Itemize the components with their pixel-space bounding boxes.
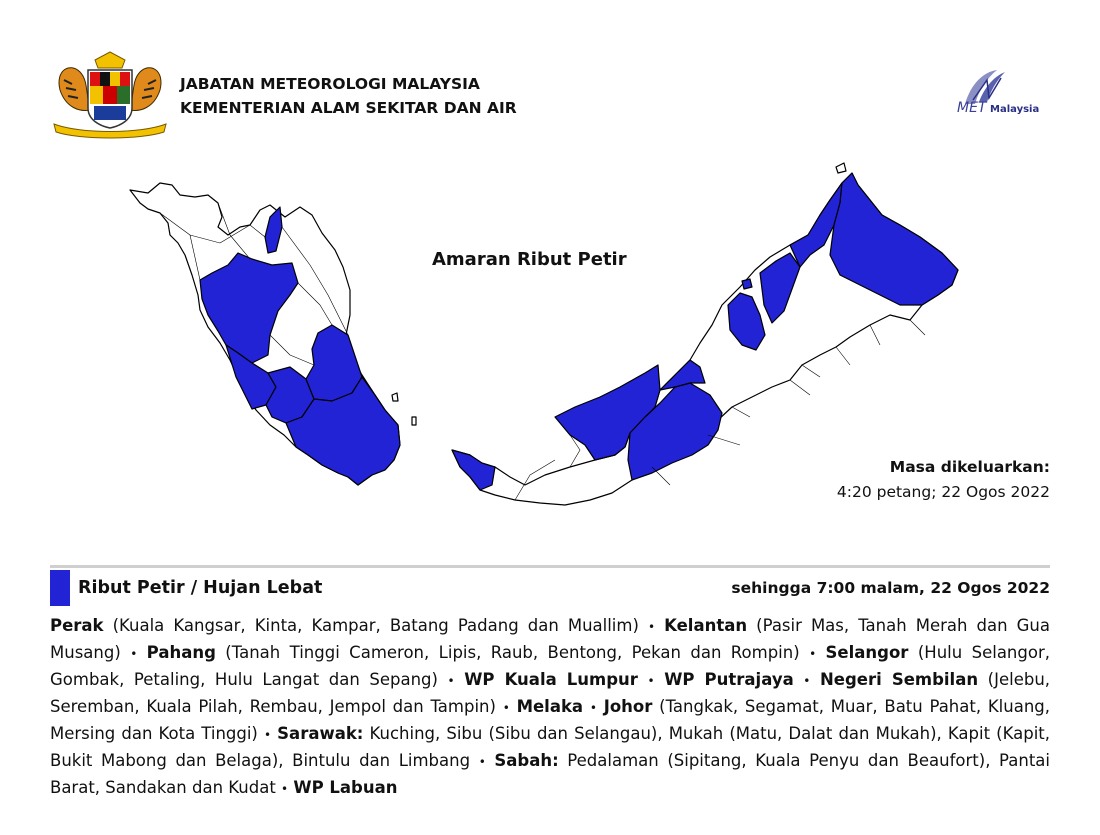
area-state: WP Kuala Lumpur xyxy=(464,670,638,689)
area-state: Selangor xyxy=(825,643,909,662)
area-state: Sarawak: xyxy=(277,724,364,743)
region-kuching xyxy=(452,450,495,490)
area-districts: (Tangkak, Segamat, Muar, Batu Pahat, Kluang, Mersing dan Kota Tinggi) xyxy=(50,697,1050,743)
issued-label: Masa dikeluarkan: xyxy=(889,458,1050,476)
logo-text-met: MET xyxy=(957,100,987,116)
area-districts: (Pasir Mas, Tanah Merah dan Gua Musang) xyxy=(50,616,1050,662)
department-name: JABATAN METEOROLOGI MALAYSIA xyxy=(180,75,480,93)
area-state: Pahang xyxy=(146,643,216,662)
issued-value: 4:20 petang; 22 Ogos 2022 xyxy=(836,483,1050,501)
area-districts: (Jelebu, Seremban, Kuala Pilah, Rembau, Jempol dan Tampin) xyxy=(50,670,1051,716)
area-districts: (Tanah Tinggi Cameron, Lipis, Raub, Bentong, Pekan dan Rompin) xyxy=(215,643,800,662)
borneo-malaysia xyxy=(452,163,958,505)
map-title: Amaran Ribut Petir xyxy=(432,249,627,270)
area-state: WP Labuan xyxy=(293,778,398,797)
area-state: WP Putrajaya xyxy=(664,670,794,689)
warning-legend xyxy=(50,570,1050,606)
area-separator: • xyxy=(803,674,811,688)
island-north xyxy=(836,163,846,173)
malaysia-coat-of-arms-icon xyxy=(50,50,170,140)
logo-text-malaysia: Malaysia xyxy=(990,104,1040,115)
area-districts: (Kuala Kangsar, Kinta, Kampar, Batang Padang dan Muallim) xyxy=(103,616,639,635)
peninsular-malaysia xyxy=(130,183,416,485)
legend-swatch xyxy=(50,570,70,606)
area-state: Johor xyxy=(603,697,653,716)
issued-time xyxy=(837,455,1050,505)
area-state: Negeri Sembilan xyxy=(819,670,979,689)
legend-label: Ribut Petir / Hujan Lebat xyxy=(78,578,323,598)
area-separator: • xyxy=(589,701,597,715)
area-separator: • xyxy=(647,620,656,634)
area-districts: Kuching, Sibu (Sibu dan Selangau), Mukah (Matu, Dalat dan Mukah), Kapit (Kapit, Bukit Mabong dan Belaga), Bintulu dan Limbang xyxy=(50,724,1051,770)
area-separator: • xyxy=(281,782,289,796)
area-separator: • xyxy=(478,755,486,769)
affected-areas xyxy=(50,613,1050,802)
divider xyxy=(50,565,1050,568)
area-separator: • xyxy=(263,728,272,742)
island-tioman xyxy=(392,393,398,401)
organization-name xyxy=(180,72,517,120)
area-state: Perak xyxy=(50,616,104,635)
area-districts: Pedalaman (Sipitang, Kuala Penyu dan Beaufort), Pantai Barat, Sandakan dan Kudat xyxy=(50,751,1050,797)
area-separator: • xyxy=(130,647,138,661)
area-state: Melaka xyxy=(516,697,584,716)
area-separator: • xyxy=(502,701,510,715)
area-separator: • xyxy=(647,674,655,688)
ministry-name: KEMENTERIAN ALAM SEKITAR DAN AIR xyxy=(180,99,517,117)
header xyxy=(50,50,1050,140)
area-separator: • xyxy=(447,674,455,688)
area-state: Sabah: xyxy=(494,751,559,770)
area-separator: • xyxy=(809,647,817,661)
metmalaysia-logo-icon xyxy=(935,68,1050,120)
island-labuan xyxy=(742,279,752,289)
area-districts: (Hulu Selangor, Gombak, Petaling, Hulu Langat dan Sepang) xyxy=(50,643,1050,689)
area-state: Kelantan xyxy=(664,616,748,635)
island-east xyxy=(412,417,416,425)
valid-until: sehingga 7:00 malam, 22 Ogos 2022 xyxy=(731,579,1050,597)
